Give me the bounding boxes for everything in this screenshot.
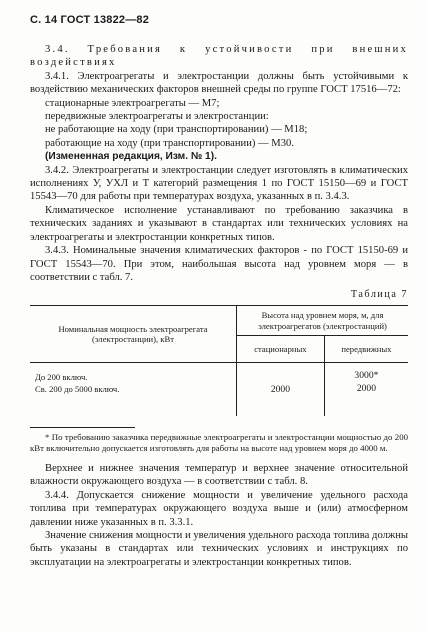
table-cell-power: До 200 включ.: [30, 363, 237, 384]
paragraph-3-4-1: 3.4.1. Электроагрегаты и электростанции должны быть устойчивыми к воздействию механических факторов внешней среды по группе ГОСТ 17516—72:: [30, 70, 408, 96]
table-footnote: * По требованию заказчика передвижные электроагрегаты и электростанции мощностью до 200 кВт включительно допускается изготовлять для работы на высоте над уровнем моря до 4000 м.: [30, 432, 408, 454]
list-item-mobile: передвижные электроагрегаты и электростанции:: [45, 111, 269, 123]
table-cell-mobile: 3000*: [354, 370, 379, 382]
section-3-4-heading: 3.4. Требования к устойчивости при внешних воздействиях: [30, 44, 408, 69]
table-header-stationary: стационарных: [237, 336, 325, 363]
paragraph-3-4-2-climate: Климатическое исполнение устанавливают по требованию заказчика в технических заданиях и указывают в стандартах или технических условиях на электроагрегаты и электростанции конкретных типов.: [30, 204, 408, 243]
list-item-stationary: стационарные электроагрегаты — М7;: [45, 97, 220, 109]
paragraph-3-4-3: 3.4.3. Номинальные значения климатических факторов - по ГОСТ 15150-69 и ГОСТ 15543—70. При этом, наибольшая высота над уровнем моря — в соответствии с табл. 7.: [30, 245, 408, 283]
footnote-divider: [30, 427, 135, 428]
table-cell-power: Св. 200 до 5000 включ.: [30, 384, 237, 417]
table-7: [30, 305, 408, 416]
table-header-altitude: Высота над уровнем моря, м, для электроагрегатов (электростанций): [237, 306, 409, 336]
list-item-working: работающие на ходу (при транспортировании) — М30.: [45, 137, 294, 149]
table-cell-stationary: 2000: [237, 363, 325, 417]
paragraph-3-4-2: 3.4.2. Электроагрегаты и электростанции следует изготовлять в климатических исполнениях У, УХЛ и Т категорий размещения 1 по ГОСТ 15150—69 и ГОСТ 15543—70 для работы при температурах воздуха, указанных в п. 3.4.3.: [30, 164, 408, 203]
amendment-note: (Измененная редакция, Изм. № 1).: [45, 151, 217, 163]
paragraph-3-4-3-temperature: Верхнее и нижнее значения температур и верхнее значение относительной влажности окружающего воздуха — в соответствии с табл. 8.: [30, 462, 408, 488]
page-header: С. 14 ГОСТ 13822—82: [30, 14, 150, 26]
list-item-not-working: не работающие на ходу (при транспортировании) — М18;: [45, 124, 308, 136]
paragraph-3-4-4: 3.4.4. Допускается снижение мощности и увеличение удельного расхода топлива при температурах окружающего воздуха выше и (или) атмосферном давлении ниже указанных в п. 3.3.1.: [30, 489, 408, 528]
paragraph-3-4-4-values: Значение снижения мощности и увеличения удельного расхода топлива должны быть указаны в стандартах или технических условиях и инструкциях по эксплуатации на электроагрегаты и электростанции конкретных типов.: [30, 529, 408, 568]
table-header-mobile: передвижных: [324, 336, 408, 363]
table-header-power: Номинальная мощность электроагрегата (электростанции), кВт: [30, 306, 237, 363]
document-page: [30, 14, 408, 569]
table-cell-mobile: 2000: [356, 382, 376, 394]
table-caption: Таблица 7: [350, 289, 408, 301]
